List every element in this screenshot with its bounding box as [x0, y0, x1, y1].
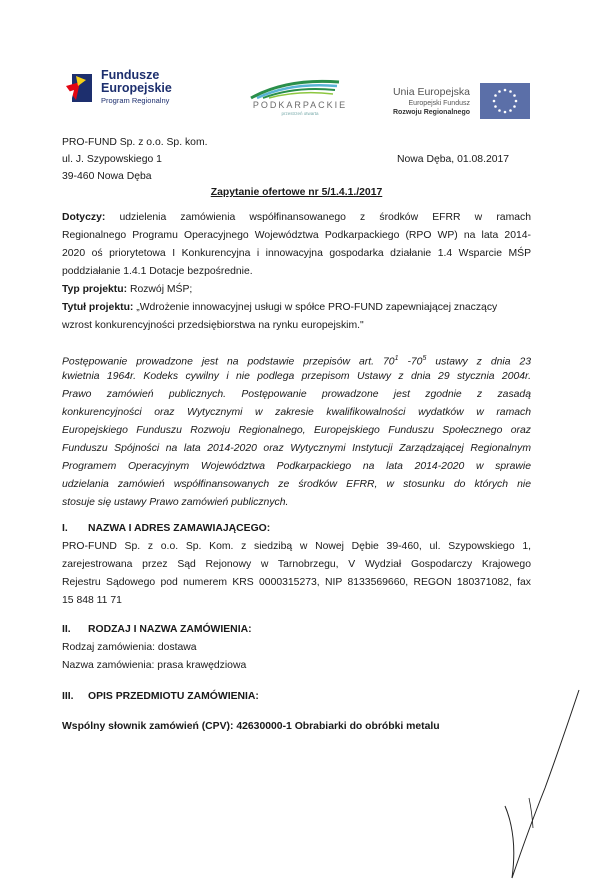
section-2-number: II.	[62, 624, 71, 635]
legal-line-2: kwietnia 1964r. Kodeks cywilny i nie podlega przepisom Ustawy z dnia 29 stycznia 2004r.	[62, 371, 531, 382]
tytul-text-1: „Wdrożenie innowacyjnej usługi w spółce PRO-FUND zapewniającej znaczący	[136, 302, 498, 313]
typ-projektu	[62, 281, 192, 298]
section-2-heading: RODZAJ I NAZWA ZAMÓWIENIA:	[88, 624, 252, 635]
section-3-heading: OPIS PRZEDMIOTU ZAMÓWIENIA:	[88, 691, 259, 702]
podkarpackie-logo-name: PODKARPACKIE	[252, 100, 348, 110]
sender-line-2: ul. J. Szypowskiego 1	[62, 154, 162, 165]
legal-line-1	[62, 350, 531, 367]
fe-logo-title	[101, 69, 172, 95]
place-date: Nowa Dęba, 01.08.2017	[397, 154, 510, 165]
fe-logo-subtitle: Program Regionalny	[101, 96, 170, 105]
dotyczy-line-3: 2020 oś priorytetowa I Konkurencyjna i innowacyjna gospodarka działanie 1.4 Wsparcie MŚP	[62, 248, 531, 259]
document-title: Zapytanie ofertowe nr 5/1.4.1./2017	[210, 187, 383, 198]
section-1-number: I.	[62, 523, 68, 534]
legal-sup-2: 5	[422, 355, 427, 362]
dotyczy-line-1	[62, 209, 531, 226]
dotyczy-line-2: Regionalnego Programu Operacyjnego Województwa Podkarpackiego (RPO WP) na lata 2014-	[62, 230, 531, 241]
sender-line-3: 39-460 Nowa Dęba	[62, 171, 152, 182]
legal-line-6: Funduszu Spójności na lata 2014-2020 oraz Wytycznymi Instytucji Zarządzającej Regionalnym	[62, 443, 531, 454]
legal-line-4: konkurencyjności oraz Wytycznymi w zakresie kwalifikowalności wydatków w ramach	[62, 407, 531, 418]
eu-flag-icon	[480, 83, 530, 119]
section-2-line-2: Nazwa zamówienia: prasa krawędziowa	[62, 660, 247, 671]
fe-title-line1: Fundusze	[101, 68, 160, 82]
legal-sup-1: 1	[394, 355, 399, 362]
tytul-line-1	[62, 299, 497, 316]
ue-logo-title: Unia Europejska	[392, 86, 470, 98]
legal-line-5: Europejskiego Funduszu Rozwoju Regionalnego, Europejskiego Funduszu Społecznego oraz	[62, 425, 531, 436]
handwritten-signature-mark	[495, 688, 585, 888]
ue-logo-subtitle-2: Rozwoju Regionalnego	[393, 109, 470, 116]
legal-line-9: stosuje się ustawy Prawo zamówień publicznych.	[62, 497, 289, 508]
legal-line-3: Prawo zamówień publicznych. Postępowanie prowadzone jest zgodnie z zasadą	[62, 389, 531, 400]
section-1-line-4: 15 848 11 71	[62, 595, 122, 606]
legal-1c: ustawy z dnia 23	[426, 356, 531, 368]
tytul-label: Tytuł projektu:	[62, 302, 134, 313]
section-1-line-1: PRO-FUND Sp. z o.o. Sp. Kom. z siedzibą w Nowej Dębie 39-460, ul. Szypowskiego 1,	[62, 541, 531, 552]
section-3-number: III.	[62, 691, 74, 702]
section-1-line-3: Rejestru Sądowego pod numerem KRS 0000315273, NIP 8133569660, REGON 180371082, fax	[62, 577, 531, 588]
sender-line-1: PRO-FUND Sp. z o.o. Sp. kom.	[62, 137, 208, 148]
fe-title-line2: Europejskie	[101, 81, 172, 95]
podkarpackie-logo-tagline: przestrzeń otwarta	[281, 111, 319, 116]
section-2-line-1: Rodzaj zamówienia: dostawa	[62, 642, 197, 653]
typ-value: Rozwój MŚP;	[129, 284, 193, 295]
section-1-heading: NAZWA I ADRES ZAMAWIAJĄCEGO:	[88, 523, 271, 534]
ue-logo-subtitle-1: Europejski Fundusz	[408, 100, 470, 107]
fundusze-europejskie-logo-icon	[66, 72, 98, 106]
legal-1a: Postępowanie prowadzone jest na podstawie przepisów art. 70	[62, 356, 395, 368]
typ-label: Typ projektu:	[62, 284, 128, 295]
legal-line-7: Programem Operacyjnym Województwa Podkarpackiego na lata 2014-2020 w sprawie	[62, 461, 531, 472]
podkarpackie-logo-icon	[247, 76, 343, 100]
section-1-line-2: zarejestrowana przez Sąd Rejonowy w Tarnobrzegu, V Wydział Gospodarczy Krajowego	[62, 559, 531, 570]
legal-1b: -70	[398, 356, 423, 368]
tytul-line-2: wzrost konkurencyjności przedsiębiorstwa na rynku europejskim."	[62, 320, 364, 331]
dotyczy-line-4: poddziałanie 1.4.1 Dotacje bezpośrednie.	[62, 266, 253, 277]
cpv-line: Wspólny słownik zamówień (CPV): 42630000-1 Obrabiarki do obróbki metalu	[62, 721, 440, 732]
dotyczy-label: Dotyczy:	[62, 212, 106, 223]
dotyczy-text-1: udzielenia zamówienia współfinansowanego z środków EFRR w ramach	[119, 212, 531, 223]
legal-line-8: udzielania zamówień współfinansowanych ze środków EFRR, w stosunku do których nie	[62, 479, 531, 490]
